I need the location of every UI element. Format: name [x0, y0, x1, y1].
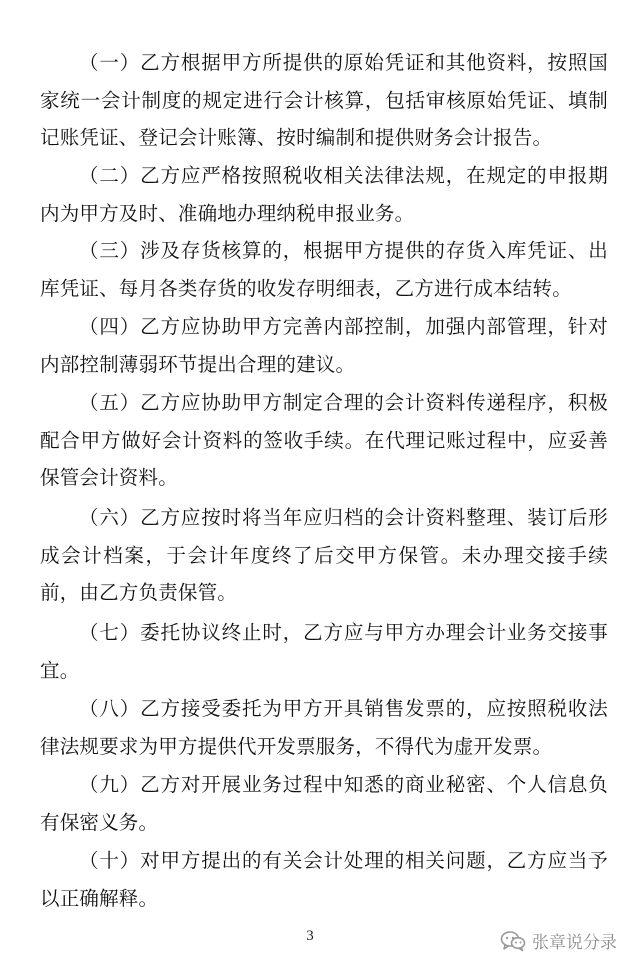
paragraph-8: （八）乙方接受委托为甲方开具销售发票的，应按照税收法律法规要求为甲方提供代开发票服务，不得代为虚开发票。 [40, 697, 608, 758]
paragraph-5: （五）乙方应协助甲方制定合理的会计资料传递程序，积极配合甲方做好会计资料的签收手续。在代理记账过程中，应妥善保管会计资料。 [40, 391, 608, 489]
paragraph-3: （三）涉及存货核算的，根据甲方提供的存货入库凭证、出库凭证、每月各类存货的收发存明细表，乙方进行成本结转。 [40, 239, 608, 300]
watermark [500, 928, 617, 953]
watermark-text: 张章说分录 [532, 933, 617, 953]
paragraph-4: （四）乙方应协助甲方完善内部控制，加强内部管理，针对内部控制薄弱环节提出合理的建议。 [40, 315, 608, 376]
paragraph-2: （二）乙方应严格按照税收相关法律法规，在规定的申报期内为甲方及时、准确地办理纳税申报业务。 [40, 164, 608, 225]
paragraph-9: （九）乙方对开展业务过程中知悉的商业秘密、个人信息负有保密义务。 [40, 773, 608, 834]
wechat-icon [500, 930, 526, 952]
paragraph-10: （十）对甲方提出的有关会计处理的相关问题，乙方应当予以正确解释。 [40, 849, 608, 910]
paragraph-1: （一）乙方根据甲方所提供的原始凭证和其他资料，按照国家统一会计制度的规定进行会计核算，包括审核原始凭证、填制记账凭证、登记会计账簿、按时编制和提供财务会计报告。 [40, 51, 608, 149]
paragraph-6: （六）乙方应按时将当年应归档的会计资料整理、装订后形成会计档案，于会计年度终了后交甲方保管。未办理交接手续前，由乙方负责保管。 [40, 506, 608, 604]
page-number: 3 [306, 928, 314, 944]
paragraph-7: （七）委托协议终止时，乙方应与甲方办理会计业务交接事宜。 [40, 621, 608, 682]
